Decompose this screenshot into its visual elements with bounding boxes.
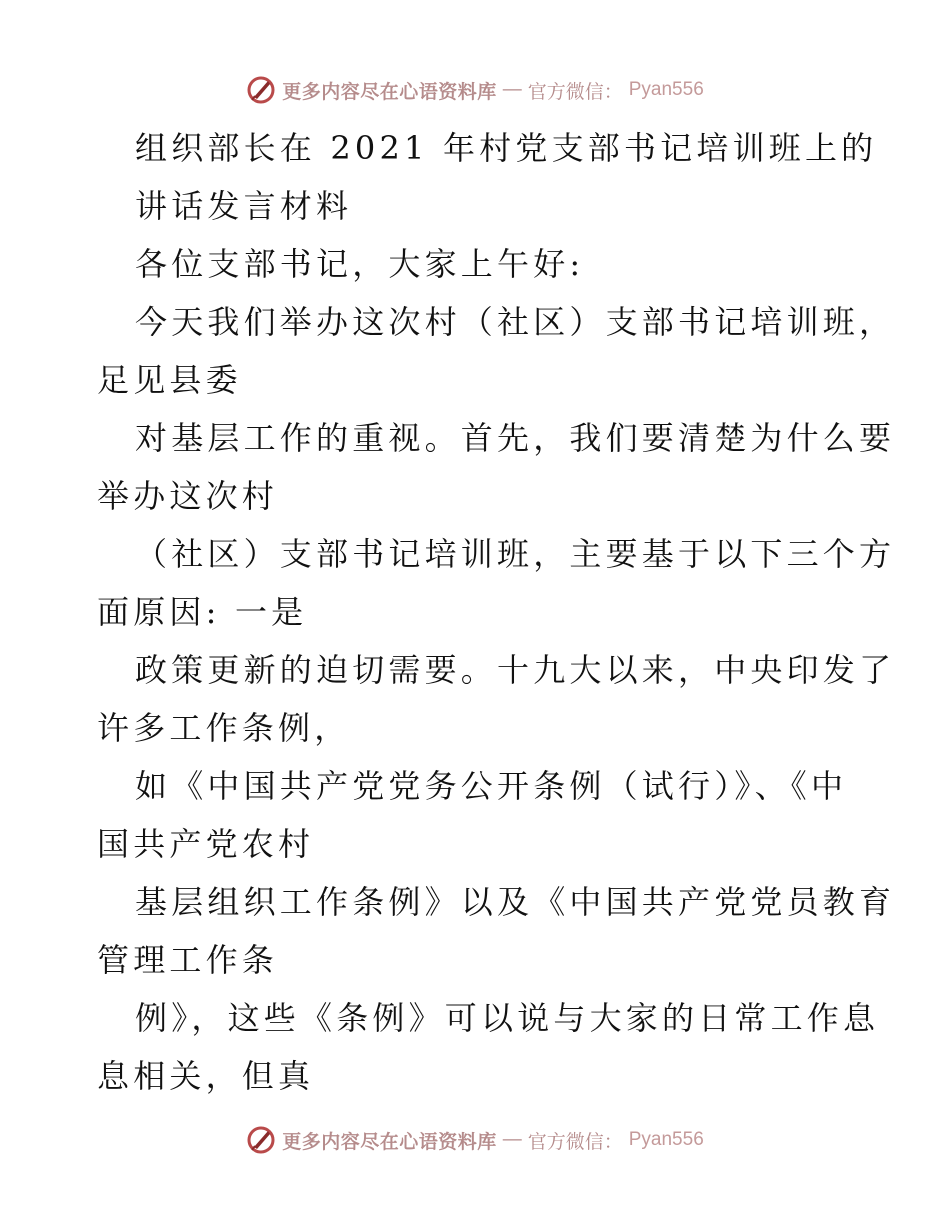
quill-pen-logo-icon <box>246 75 276 105</box>
paragraph-line: 许多工作条例， <box>97 709 351 747</box>
watermark-site-text: 更多内容尽在心语资料库 <box>282 1130 497 1153</box>
watermark-wechat-id: Pyan556 <box>628 79 704 100</box>
document-title-line-1: 组织部长在 2021 年村党支部书记培训班上的 <box>135 129 878 167</box>
paragraph-line: 基层组织工作条例》以及《中国共产党党员教育 <box>135 883 896 921</box>
paragraph-line: （社区）支部书记培训班，主要基于以下三个方 <box>135 535 896 573</box>
paragraph-line: 举办这次村 <box>97 477 279 515</box>
watermark-dash: — <box>502 79 522 100</box>
footer-watermark <box>0 1120 950 1160</box>
document-title-line-2: 讲话发言材料 <box>135 187 353 225</box>
paragraph-line: 政策更新的迫切需要。十九大以来，中央印发了 <box>135 651 896 689</box>
paragraph-line: 面原因: 一是 <box>97 593 308 631</box>
watermark-wechat-label: 官方微信： <box>527 80 623 103</box>
watermark-dash: — <box>502 1129 522 1150</box>
paragraph-line: 息相关，但真 <box>97 1057 315 1095</box>
quill-pen-logo-icon <box>246 1125 276 1155</box>
paragraph-line: 例》，这些《条例》可以说与大家的日常工作息 <box>135 999 880 1037</box>
paragraph-line: 如《中国共产党党务公开条例（试行）》、《中 <box>135 767 848 805</box>
paragraph-line: 国共产党农村 <box>97 825 315 863</box>
paragraph-line: 今天我们举办这次村（社区）支部书记培训班， <box>135 303 896 341</box>
paragraph-line: 对基层工作的重视。首先，我们要清楚为什么要 <box>135 419 896 457</box>
watermark-wechat-id: Pyan556 <box>628 1129 704 1150</box>
watermark-site-text: 更多内容尽在心语资料库 <box>282 80 497 103</box>
header-watermark <box>0 70 950 110</box>
salutation-line: 各位支部书记，大家上午好: <box>135 245 585 283</box>
paragraph-line: 管理工作条 <box>97 941 279 979</box>
paragraph-line: 足见县委 <box>97 361 242 399</box>
watermark-wechat-label: 官方微信： <box>527 1130 623 1153</box>
